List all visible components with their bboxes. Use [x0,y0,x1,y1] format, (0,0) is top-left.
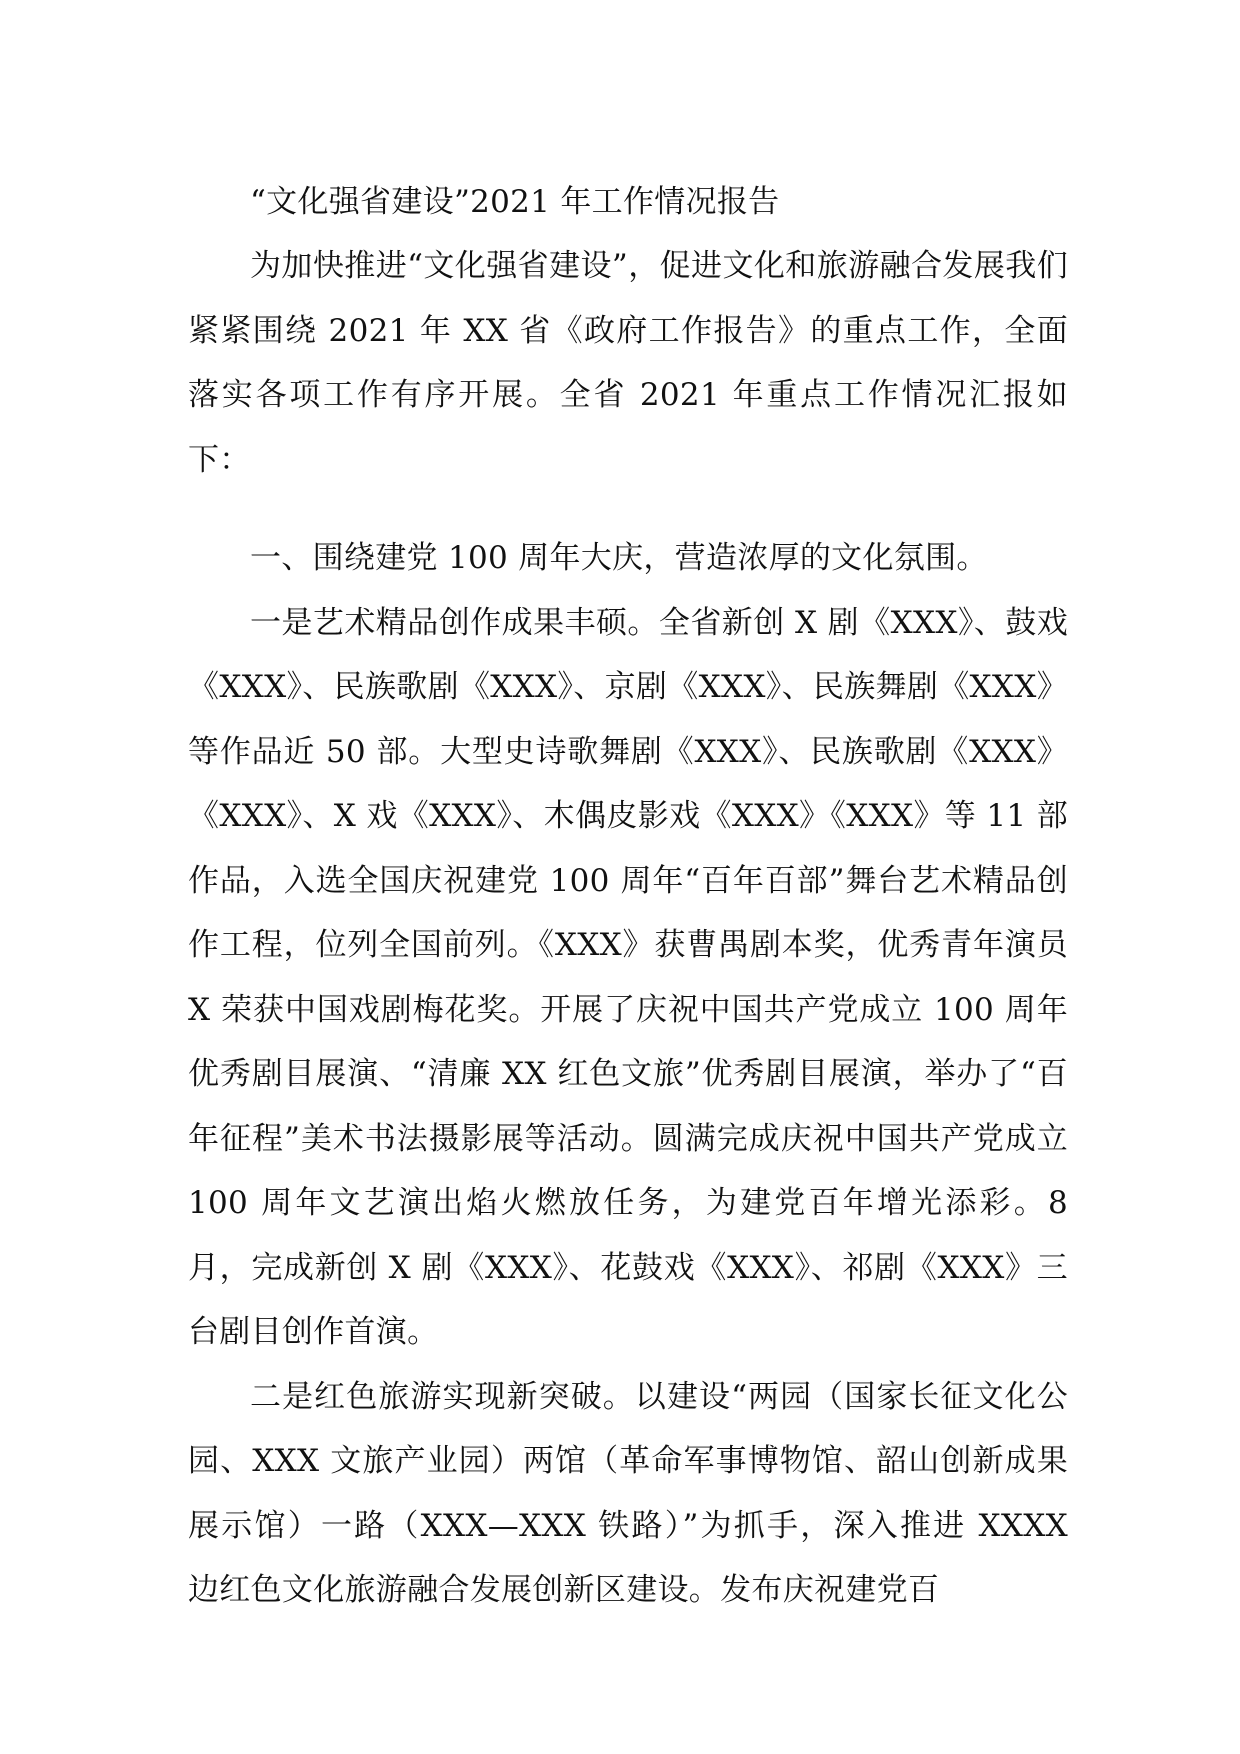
paragraph-spacer [188,492,1068,526]
document-body [188,170,1068,1623]
body-paragraph-red-tourism: 二是红色旅游实现新突破。以建设“两园（国家长征文化公园、XXX 文旅产业园）两馆（革命军事博物馆、韶山创新成果展示馆）一路（XXX—XXX 铁路）”为抓手，深入推进 XXXX 边红色文化旅游融合发展创新区建设。发布庆祝建党百 [188,1378,1068,1608]
document-title: “文化强省建设”2021 年工作情况报告 [250,184,780,220]
intro-paragraph: 为加快推进“文化强省建设”，促进文化和旅游融合发展我们紧紧围绕 2021 年 XX 省《政府工作报告》的重点工作，全面落实各项工作有序开展。全省 2021 年重点工作情况汇报如下： [188,248,1068,478]
section-heading: 一、围绕建党 100 周年大庆，营造浓厚的文化氛围。 [250,540,988,576]
body-paragraph-art-creation: 一是艺术精品创作成果丰硕。全省新创 X 剧《XXX》、鼓戏《XXX》、民族歌剧《XXX》、京剧《XXX》、民族舞剧《XXX》等作品近 50 部。大型史诗歌舞剧《XXX》、民族歌剧《XXX》《XXX》、X 戏《XXX》、木偶皮影戏《XXX》《XXX》等 11 部作品，入选全国庆祝建党 100 周年“百年百部”舞台艺术精品创作工程，位列全国前列。《XXX》获曹禺剧本奖，优秀青年演员 X 荣获中国戏剧梅花奖。开展了庆祝中国共产党成立 100 周年优秀剧目展演、“清廉 XX 红色文旅”优秀剧目展演，举办了“百年征程”美术书法摄影展等活动。圆满完成庆祝中国共产党成立 100 周年文艺演出焰火燃放任务，为建党百年增光添彩。8 月，完成新创 X 剧《XXX》、花鼓戏《XXX》、祁剧《XXX》三台剧目创作首演。 [188,604,1068,1350]
